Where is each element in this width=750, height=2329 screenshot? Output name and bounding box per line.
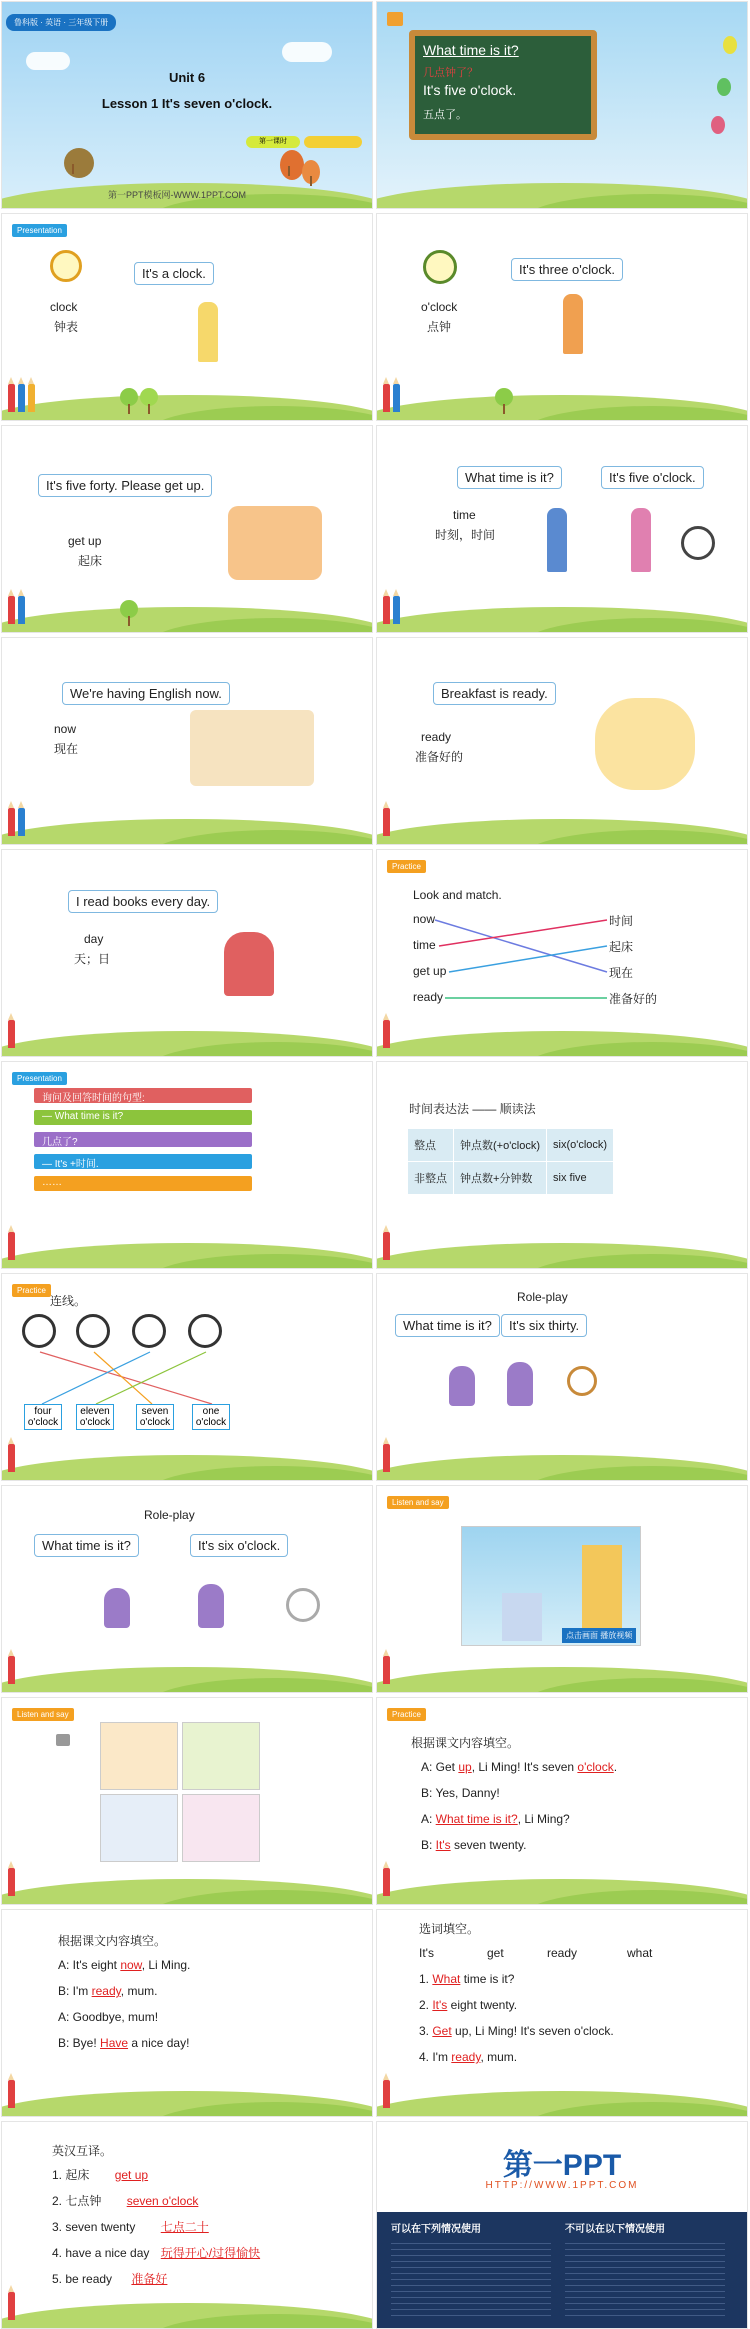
match-line — [439, 920, 607, 946]
pencil-icon — [8, 1868, 15, 1896]
text: seven twenty. — [450, 1838, 527, 1852]
speech-bubble: Breakfast is ready. — [433, 682, 556, 705]
slide-16[interactable] — [376, 1485, 748, 1693]
ground — [2, 1228, 372, 1268]
girl-figure — [198, 302, 218, 362]
slide-17[interactable] — [1, 1697, 373, 1905]
text: eight twenty. — [447, 1998, 518, 2012]
exercise-title: 根据课文内容填空。 — [411, 1736, 520, 1750]
ground — [2, 804, 372, 844]
speech-bubble: What time is it? — [457, 466, 562, 489]
slide-19[interactable] — [1, 1909, 373, 2117]
prompt: 1. 起床 — [52, 2168, 90, 2182]
section-tag: Listen and say — [12, 1708, 74, 1721]
text: A: Get — [421, 1760, 459, 1774]
pattern-row-1: — What time is it? — [34, 1110, 252, 1125]
ground — [2, 1016, 372, 1056]
fill-line — [419, 2024, 614, 2038]
section-tag: Presentation — [12, 224, 67, 237]
answer: o'clock — [577, 1760, 614, 1774]
slide-9[interactable] — [1, 849, 373, 1057]
text: B: I'm — [58, 1984, 92, 1998]
girl-figure — [507, 1362, 533, 1406]
word-en: now — [54, 722, 77, 736]
lesson-button[interactable]: 第一课时 — [246, 136, 300, 148]
fill-line — [421, 1760, 617, 1774]
ground — [377, 1652, 747, 1692]
word-en: time — [453, 508, 476, 522]
word-cn: 现在 — [54, 742, 79, 756]
pattern-row-0: 询问及回答时间的句型: — [34, 1088, 252, 1103]
speech-bubble: It's three o'clock. — [511, 258, 623, 281]
match-line — [449, 946, 607, 972]
fill-line — [421, 1838, 526, 1852]
unit-title: Unit 6 — [168, 70, 206, 85]
answer: It's — [435, 1838, 451, 1852]
table-title: 时间表达法 —— 顺读法 — [409, 1102, 536, 1116]
slide-5[interactable] — [1, 425, 373, 633]
text: time is it? — [460, 1972, 515, 1986]
board-line-3: It's five o'clock. — [423, 82, 517, 98]
comic-panel — [182, 1794, 260, 1862]
slide-12[interactable] — [376, 1061, 748, 1269]
text: , Li Ming. — [141, 1958, 191, 1972]
speech-bubble: What time is it? — [395, 1314, 500, 1337]
match-left-2: get up — [413, 964, 447, 978]
section-tag: Practice — [12, 1284, 51, 1297]
answer: get up — [114, 2168, 149, 2182]
lesson-button-2[interactable] — [304, 136, 362, 148]
word-cn: 点钟 — [427, 320, 452, 334]
pencil-icon — [383, 1020, 390, 1048]
slide-title: Role-play — [144, 1508, 195, 1522]
text: , Li Ming! It's seven — [471, 1760, 578, 1774]
pencil-icon — [383, 2080, 390, 2108]
fill-line — [58, 1958, 190, 1972]
word-bank-0: It's — [419, 1946, 434, 1960]
exercise-title: 根据课文内容填空。 — [58, 1934, 167, 1948]
speech-bubble: It's five o'clock. — [601, 466, 704, 489]
slide-18[interactable] — [376, 1697, 748, 1905]
building-picture — [582, 1545, 622, 1641]
fill-line — [419, 1998, 517, 2012]
word-en: get up — [68, 534, 102, 548]
building-picture — [502, 1593, 542, 1641]
pencil-icon — [8, 2080, 15, 2108]
ground — [377, 1440, 747, 1480]
answer: up — [458, 1760, 472, 1774]
disallowed-heading: 不可以在以下情况使用 — [565, 2224, 665, 2235]
pattern-row-3: — It's +时间. — [34, 1154, 252, 1169]
translate-line — [52, 2218, 209, 2235]
prompt: 5. be ready — [52, 2272, 113, 2286]
ground — [377, 1864, 747, 1904]
girl-figure — [198, 1584, 224, 1628]
fill-line — [58, 2036, 189, 2050]
match-line — [42, 1352, 150, 1404]
pencil-icon — [8, 1020, 15, 1048]
breakfast-picture — [595, 698, 695, 790]
fill-line: A: Goodbye, mum! — [58, 2010, 159, 2024]
word-cn: 时刻，时间 — [435, 528, 496, 542]
slide-title: Role-play — [517, 1290, 568, 1304]
match-right-0: 时间 — [609, 914, 634, 928]
cell: six(o'clock) — [547, 1129, 614, 1162]
match-right-1: 起床 — [609, 940, 634, 954]
prompt: 2. 七点钟 — [52, 2194, 102, 2208]
pencil-icon — [393, 384, 400, 412]
time-card: one o'clock — [192, 1404, 230, 1430]
pencil-icon — [8, 2292, 15, 2320]
answer: now — [120, 1958, 142, 1972]
tree-icon — [120, 388, 138, 406]
exercise-title: 连线。 — [50, 1294, 87, 1308]
match-left-0: now — [413, 912, 436, 926]
comic-panel — [100, 1794, 178, 1862]
wall-clock-icon — [286, 1588, 320, 1622]
tree-icon — [120, 600, 138, 618]
section-tag: Practice — [387, 860, 426, 873]
slide-22[interactable] — [376, 2121, 748, 2329]
fill-line — [419, 2050, 517, 2064]
ground — [377, 2076, 747, 2116]
match-line — [435, 920, 607, 972]
pencil-icon — [383, 1656, 390, 1684]
pencil-icon — [8, 808, 15, 836]
match-left-3: ready — [413, 990, 444, 1004]
bedroom-picture — [228, 506, 322, 580]
balloon-icon — [717, 78, 731, 96]
text: B: — [421, 1838, 436, 1852]
slide-13[interactable] — [1, 1273, 373, 1481]
info-lines — [565, 2238, 725, 2318]
match-right-2: 现在 — [609, 966, 634, 980]
boy-figure — [449, 1366, 475, 1406]
word-cn: 钟表 — [54, 320, 79, 334]
time-card: four o'clock — [24, 1404, 62, 1430]
balloon-icon — [723, 36, 737, 54]
video-thumbnail[interactable] — [461, 1526, 641, 1646]
pencil-icon — [383, 1232, 390, 1260]
cloud — [282, 42, 332, 62]
pencil-icon — [18, 808, 25, 836]
board-line-4: 五点了。 — [423, 109, 467, 121]
ground — [2, 592, 372, 632]
slide-14[interactable] — [376, 1273, 748, 1481]
tree-icon — [495, 388, 513, 406]
ground — [2, 1652, 372, 1692]
cell: six five — [547, 1162, 614, 1195]
section-tag: Practice — [387, 1708, 426, 1721]
word-cn: 起床 — [78, 554, 103, 568]
cell: 钟点数(+o'clock) — [454, 1129, 547, 1162]
ground — [377, 1228, 747, 1268]
word-en: day — [84, 932, 104, 946]
word-bank-1: get — [487, 1946, 504, 1960]
section-tag: Presentation — [12, 1072, 67, 1085]
pencil-icon — [8, 1232, 15, 1260]
balloon-icon — [711, 116, 725, 134]
answer: 准备好 — [131, 2272, 168, 2286]
slide-7[interactable] — [1, 637, 373, 845]
match-line — [40, 1352, 212, 1404]
translate-line — [52, 2270, 167, 2287]
pencil-icon — [8, 1656, 15, 1684]
exercise-title: 选词填空。 — [419, 1922, 480, 1936]
slide-4[interactable] — [376, 213, 748, 421]
pencil-icon — [393, 596, 400, 624]
cloud — [26, 52, 70, 70]
slide-20[interactable] — [376, 1909, 748, 2117]
pencil-icon — [383, 384, 390, 412]
fill-line — [421, 1812, 570, 1826]
text: 2. — [419, 1998, 433, 2012]
pencil-icon — [383, 596, 390, 624]
ground — [377, 1016, 747, 1056]
slide-15[interactable] — [1, 1485, 373, 1693]
speech-bubble: We're having English now. — [62, 682, 230, 705]
tree-icon — [64, 148, 94, 178]
time-card: eleven o'clock — [76, 1404, 114, 1430]
pencil-icon — [28, 384, 35, 412]
cell: 整点 — [408, 1129, 454, 1162]
ground — [2, 2288, 372, 2328]
text: 4. I'm — [419, 2050, 452, 2064]
answer: Get — [432, 2024, 452, 2038]
prompt: 3. seven twenty — [52, 2220, 136, 2234]
allowed-heading: 可以在下列情况使用 — [391, 2224, 481, 2235]
ground — [377, 380, 747, 420]
ground — [2, 1440, 372, 1480]
pencil-icon — [383, 1444, 390, 1472]
text: , Li Ming? — [517, 1812, 570, 1826]
text: . — [613, 1760, 618, 1774]
speech-bubble: It's a clock. — [134, 262, 214, 285]
text: B: Bye! — [58, 2036, 101, 2050]
board-line-2: 几点钟了？ — [423, 67, 478, 79]
ground — [377, 168, 747, 208]
text: , mum. — [480, 2050, 518, 2064]
slide-10[interactable] — [376, 849, 748, 1057]
answer: 七点二十 — [160, 2220, 209, 2234]
tree-icon — [140, 388, 158, 406]
answer: seven o'clock — [126, 2194, 199, 2208]
watermark: 第一PPT模板网-WWW.1PPT.COM — [108, 190, 246, 200]
comic-panel — [182, 1722, 260, 1790]
pencil-icon — [8, 596, 15, 624]
text: A: It's eight — [58, 1958, 121, 1972]
match-right-3: 准备好的 — [609, 992, 658, 1006]
word-bank-3: what — [627, 1946, 653, 1960]
pencil-icon — [18, 384, 25, 412]
time-table — [407, 1128, 614, 1195]
answer: It's — [432, 1998, 448, 2012]
boy-figure — [104, 1588, 130, 1628]
boy-figure — [547, 508, 567, 572]
prompt: 4. have a nice day — [52, 2246, 150, 2260]
match-line — [96, 1352, 206, 1404]
slide-1[interactable] — [1, 1, 373, 209]
ground — [377, 592, 747, 632]
girl-figure — [563, 294, 583, 354]
info-lines — [391, 2238, 551, 2318]
match-title: Look and match. — [413, 888, 502, 902]
match-line — [94, 1352, 152, 1404]
speaker-icon[interactable] — [56, 1734, 70, 1746]
pattern-row-4: …… — [34, 1176, 252, 1191]
slide-3[interactable] — [1, 213, 373, 421]
wall-clock-icon — [681, 526, 715, 560]
word-en: ready — [421, 730, 452, 744]
match-left-1: time — [413, 938, 436, 952]
logo-url: HTTP://WWW.1PPT.COM — [485, 2180, 639, 2191]
pattern-row-2: 几点了? — [34, 1132, 252, 1147]
cell: 非整点 — [408, 1162, 454, 1195]
girl-figure — [631, 508, 651, 572]
text: , mum. — [120, 1984, 158, 1998]
ground — [2, 380, 372, 420]
fill-line: B: Yes, Danny! — [421, 1786, 500, 1800]
pencil-icon — [8, 1444, 15, 1472]
fill-line — [419, 1972, 514, 1986]
alarm-clock-icon — [50, 250, 82, 282]
cell: 钟点数+分钟数 — [454, 1162, 547, 1195]
answer: ready — [451, 2050, 481, 2064]
time-card: seven o'clock — [136, 1404, 174, 1430]
tree-icon — [302, 160, 320, 184]
answer: 玩得开心/过得愉快 — [160, 2246, 261, 2260]
classroom-picture — [190, 710, 314, 786]
text: up, Li Ming! It's seven o'clock. — [451, 2024, 614, 2038]
badge: 鲁科版 · 英语 · 三年级下册 — [6, 14, 116, 31]
pencil-icon — [8, 384, 15, 412]
word-en: o'clock — [421, 300, 458, 314]
ground — [2, 2076, 372, 2116]
answer: ready — [91, 1984, 121, 1998]
logo-text: 第一PPT — [502, 2149, 622, 2182]
reading-girl-picture — [224, 932, 274, 996]
tree-icon — [280, 150, 304, 180]
slide-6[interactable] — [376, 425, 748, 633]
board-line-1: What time is it? — [423, 42, 519, 58]
speech-bubble: It's six o'clock. — [190, 1534, 288, 1557]
slide-21[interactable] — [1, 2121, 373, 2329]
word-cn: 准备好的 — [415, 750, 464, 764]
slide-11[interactable] — [1, 1061, 373, 1269]
speech-bubble: It's six thirty. — [501, 1314, 587, 1337]
text: a nice day! — [128, 2036, 190, 2050]
slide-8[interactable] — [376, 637, 748, 845]
answer: What — [432, 1972, 461, 1986]
book-icon — [387, 12, 403, 26]
pencil-icon — [383, 808, 390, 836]
speech-bubble: I read books every day. — [68, 890, 218, 913]
section-tag: Listen and say — [387, 1496, 449, 1509]
translate-line — [52, 2244, 260, 2261]
word-cn: 天；日 — [74, 952, 111, 966]
text: A: — [421, 1812, 436, 1826]
answer: Have — [100, 2036, 129, 2050]
word-en: clock — [50, 300, 78, 314]
alarm-clock-icon — [423, 250, 457, 284]
lesson-title: Lesson 1 It's seven o'clock. — [101, 96, 273, 111]
ground — [2, 1864, 372, 1904]
ground — [377, 804, 747, 844]
speech-bubble: It's five forty. Please get up. — [38, 474, 212, 497]
comic-panel — [100, 1722, 178, 1790]
text: 3. — [419, 2024, 433, 2038]
translate-line — [52, 2192, 198, 2209]
speech-bubble: What time is it? — [34, 1534, 139, 1557]
answer: What time is it? — [435, 1812, 518, 1826]
word-bank-2: ready — [547, 1946, 578, 1960]
info-panel — [377, 2212, 747, 2328]
translate-line — [52, 2166, 148, 2183]
pencil-icon — [383, 1868, 390, 1896]
play-video-caption[interactable]: 点击画面 播放视频 — [562, 1628, 636, 1643]
slide-2[interactable] — [376, 1, 748, 209]
wall-clock-icon — [567, 1366, 597, 1396]
pencil-icon — [18, 596, 25, 624]
exercise-title: 英汉互译。 — [52, 2144, 113, 2158]
text: 1. — [419, 1972, 433, 1986]
chalkboard — [409, 30, 597, 140]
fill-line — [58, 1984, 157, 1998]
